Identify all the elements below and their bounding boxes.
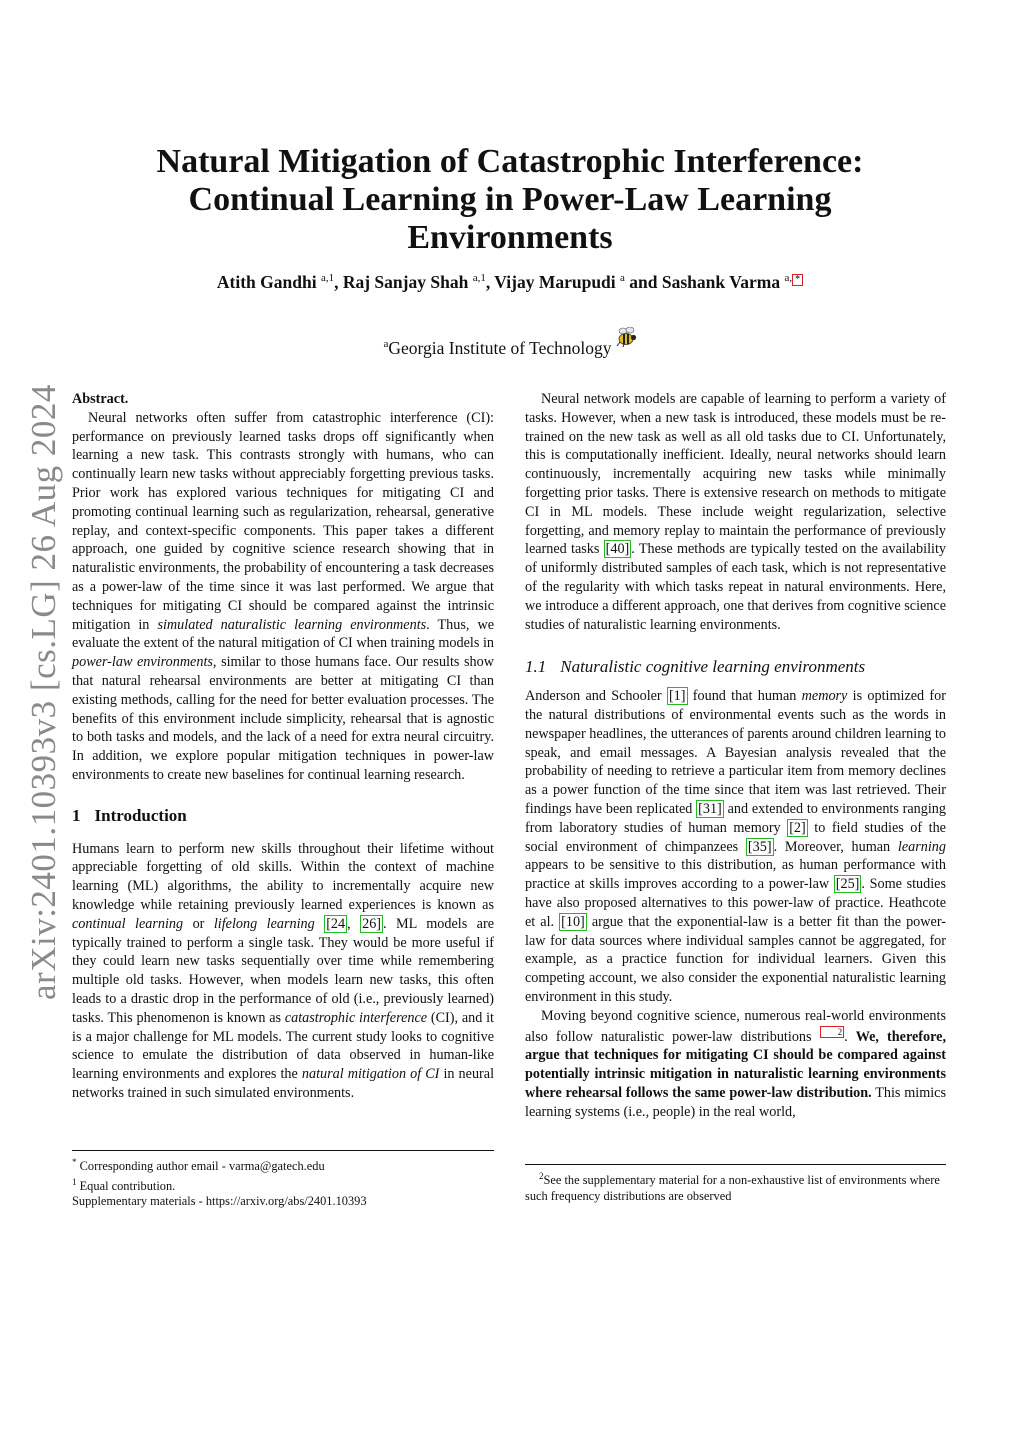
- section-title: Introduction: [94, 805, 187, 825]
- abstract-text-run: , similar to those humans face. Our results show that natural rehearsal environments are better at mitigating CI than existing methods, calling for the need for better evaluation processes. The benefits of this environment include simplicity, rehearsal that is agnostic to both tasks and models, and the lack of a need for extra neural circuitry. In addition, we explore popular mitigation techniques in power-law environments to create new baselines for continual learning research.: [72, 654, 494, 783]
- citation-link[interactable]: [1]: [668, 688, 686, 705]
- footnote-link[interactable]: 2: [820, 1026, 845, 1038]
- footnotes-left: [72, 1150, 494, 1210]
- body-text-run: [315, 916, 324, 932]
- body-emphasis: memory: [801, 688, 848, 705]
- body-text-run: . Some studies have also proposed alternatives to this power-law of practice. Heathcote et al.: [525, 876, 946, 930]
- footnote-text: Corresponding author email - varma@gatech.edu: [79, 1159, 325, 1174]
- footnote-rule: [72, 1150, 494, 1151]
- body-paragraph: [525, 687, 946, 1007]
- body-text-run: is optimized for the natural distributions of environmental events such as the words in newspaper headlines, the utterances of parents around children learning to speak, and email messages. A Bayesian analysis revealed that the probability of needing to retrieve a particular item from memory declines as a power function of the time since that item was last retrieved. Their findings have been replicated: [525, 688, 946, 817]
- citation-link[interactable]: [35]: [747, 838, 772, 855]
- author-affil-mark: a,: [784, 272, 793, 285]
- body-emphasis: learning: [897, 838, 946, 855]
- footnote: [525, 1169, 946, 1204]
- citation-link[interactable]: 26]: [362, 915, 382, 932]
- citation-link[interactable]: [24: [326, 915, 346, 932]
- body-text-run: (CI), and it is a major challenge for ML models. The current study looks to cognitive science to emulate the distribution of data observed in human-like learning environments and explores the: [72, 1009, 494, 1083]
- footnote: [72, 1194, 494, 1210]
- body-text-run: appears to be sensitive to this distribution, as human performance with practice at skills improves according to a power-law: [525, 857, 946, 893]
- footnote-text: Supplementary materials - https://arxiv.org/abs/2401.10393: [72, 1194, 367, 1209]
- footnote: [72, 1175, 494, 1195]
- author-name: Atith Gandhi: [216, 272, 317, 292]
- bee-logo-icon: [615, 326, 637, 353]
- abstract-emphasis: simulated naturalistic learning environments: [157, 616, 427, 633]
- body-text-run: to field studies of the social environment of chimpanzees: [525, 819, 946, 855]
- citation-link[interactable]: [10]: [561, 913, 585, 930]
- body-text-run: found that human: [687, 688, 802, 705]
- footnote-text: See the supplementary material for a non-exhaustive list of environments where such frequency distributions are observed: [525, 1173, 940, 1203]
- subsection-title: Naturalistic cognitive learning environments: [560, 657, 866, 677]
- body-emphasis: lifelong learning: [213, 915, 315, 932]
- author-affil-mark: a: [620, 272, 625, 285]
- body-text-run: This mimics learning systems (i.e., people) in the real world,: [525, 1084, 946, 1120]
- abstract-emphasis: power-law environments: [72, 654, 213, 671]
- subsection-number: 1.1: [525, 657, 547, 677]
- left-column: [72, 390, 494, 1103]
- body-text-run: and extended to environments ranging from laboratory studies of human memory: [525, 800, 946, 836]
- body-text-run: . Moreover, human: [773, 838, 898, 855]
- citation-link[interactable]: [40]: [605, 541, 630, 558]
- body-text-run: in neural networks trained in such simulated environments.: [72, 1066, 495, 1101]
- abstract-text: [72, 409, 494, 785]
- section-heading-introduction: [72, 807, 494, 826]
- intro-paragraph: Humans learn to perform new skills throughout their lifetime without appreciable forgetting of old skills. Within the context of machine learning (ML) algorithms, the ability to incrementally acquire new knowledge while retaining previously learned experiences is known as continual learning or lifelong learning [24 , 26] . ML models are typically trained to perform a single task. They would be more useful if they could learn new tasks sequentially over time while remembering multiple old tasks. However, when models learn new tasks, this often leads to a drastic drop in the performance of old (i.e., previously learned) tasks. This phenomenon is known as catastrophic interference (CI), and it is a major challenge for ML models. The current study looks to cognitive science to emulate the distribution of data observed in human-like learning environments and explores the natural mitigation of CI in neural networks trained in such simulated environments.: [72, 840, 495, 1101]
- right-column: [525, 390, 946, 1121]
- body-text-run: Humans learn to perform new skills throughout their lifetime without appreciable forgetting of old skills. Within the context of machine learning (ML) algorithms, the ability to incrementally acquire new knowledge while retaining previously learned experiences is known as: [72, 840, 494, 913]
- footnote-rule: [525, 1164, 946, 1165]
- paper-title: Natural Mitigation of Catastrophic Interference: Continual Learning in Power-Law Learning Environments: [156, 143, 864, 256]
- affiliation-name: Georgia Institute of Technology: [388, 338, 612, 358]
- affiliation-mark: a: [383, 338, 389, 351]
- author-name: Vijay Marupudi: [494, 272, 616, 292]
- abstract-text-run: . Thus, we evaluate the extent of the natural mitigation of CI when training models in: [72, 616, 494, 652]
- author-affil-mark: a,1: [472, 272, 486, 285]
- body-text-run: Neural network models are capable of learning to perform a variety of tasks. However, when a new task is introduced, these models must be re-trained on the new task as well as all old tasks due to CI. Unfortunately, this is computationally inefficient. Ideally, neural networks should learn continuously, incrementally acquiring new tasks while minimally forgetting prior tasks. There is extensive research on methods to mitigate CI in ML models. These include weight regularization, selective forgetting, and memory replay to maintain the performance of previously learned tasks: [525, 391, 946, 558]
- intro-paragraph: [525, 390, 946, 634]
- body-text-run: Anderson and Schooler: [525, 688, 667, 705]
- section-number: 1: [72, 805, 81, 825]
- body-emphasis: continual learning: [72, 915, 184, 932]
- author-name: Raj Sanjay Shah: [342, 272, 469, 292]
- abstract-heading: Abstract.: [72, 391, 129, 407]
- author-name: Sashank Varma: [661, 272, 781, 292]
- affiliation: [100, 326, 920, 359]
- arxiv-watermark: arXiv:2401.10393v3 [cs.LG] 26 Aug 2024: [24, 384, 63, 1000]
- citation-link[interactable]: [2]: [789, 819, 806, 836]
- footnote-text: Equal contribution.: [79, 1178, 176, 1193]
- body-text-run: argue that the exponential-law is a better fit than the power-law for data sources where individual samples cannot be aggregated, for example, as a practice function for individual learners. Given this competing account, we also consider the exponential naturalistic learning environment in this study.: [525, 913, 946, 1005]
- footnote: [72, 1155, 494, 1175]
- author-affil-mark: a,1: [320, 272, 335, 285]
- author-list: Atith Gandhi $^{a,1}$, Raj Sanjay Shah $^{a,1}$, Vijay Marupudi $^a$ and Sashank Varma $^{a,}$ *: [100, 272, 920, 293]
- footnote-mark: 2: [539, 1171, 544, 1181]
- body-emphasis: catastrophic interference: [284, 1009, 428, 1026]
- footnotes-right: [525, 1164, 946, 1204]
- body-emphasis: natural mitigation of CI: [301, 1066, 440, 1083]
- body-paragraph: [525, 1007, 946, 1122]
- corresponding-author-link[interactable]: *: [792, 274, 803, 286]
- footnote-mark: 1: [72, 1176, 77, 1187]
- body-text-run: . These methods are typically tested on the availability of uniformly distributed samples of each task, which is not representative of the regularity with which tasks repeat in natural environments. Here, we introduce a different approach, one that derives from cognitive science studies of naturalistic learning environments.: [525, 541, 946, 633]
- footnote-mark: *: [72, 1157, 77, 1167]
- citation-link[interactable]: [25]: [835, 876, 860, 893]
- body-bold: We, therefore, argue that techniques for mitigating CI should be compared against potentially intrinsic mitigation in naturalistic learning environments where rehearsal follows the same power-law distribution.: [525, 1028, 947, 1101]
- body-text-run: . ML models are typically trained to perform a single task. They would be more useful if they could learn new tasks sequentially over time while remembering multiple old tasks. However, when models learn new tasks, this often leads to a drastic drop in the performance of old (i.e., previously learned) tasks. This phenomenon is known as: [72, 915, 494, 1026]
- body-text-run: or: [183, 915, 214, 932]
- abstract-text-run: Neural networks often suffer from catastrophic interference (CI): performance on previously learned tasks drops off significantly when learning a new task. This contrasts strongly with humans, who can continually learn new tasks without appreciably forgetting previous tasks. Prior work has explored various techniques for mitigating CI and promoting continual learning such as regularization, rehearsal, generative replay, and context-specific components. This paper takes a different approach, one guided by cognitive science research showing that in naturalistic environments, the probability of encountering a task decreases as a power-law of the time since it was last performed. We argue that techniques for mitigating CI should be compared against the intrinsic mitigation in: [72, 409, 494, 633]
- subsection-heading: [525, 658, 946, 677]
- citation-link[interactable]: [31]: [698, 800, 722, 817]
- body-text-run: Moving beyond cognitive science, numerous real-world environments also follow naturalistic power-law distributions: [525, 1007, 946, 1045]
- body-text-run: .: [844, 1028, 856, 1045]
